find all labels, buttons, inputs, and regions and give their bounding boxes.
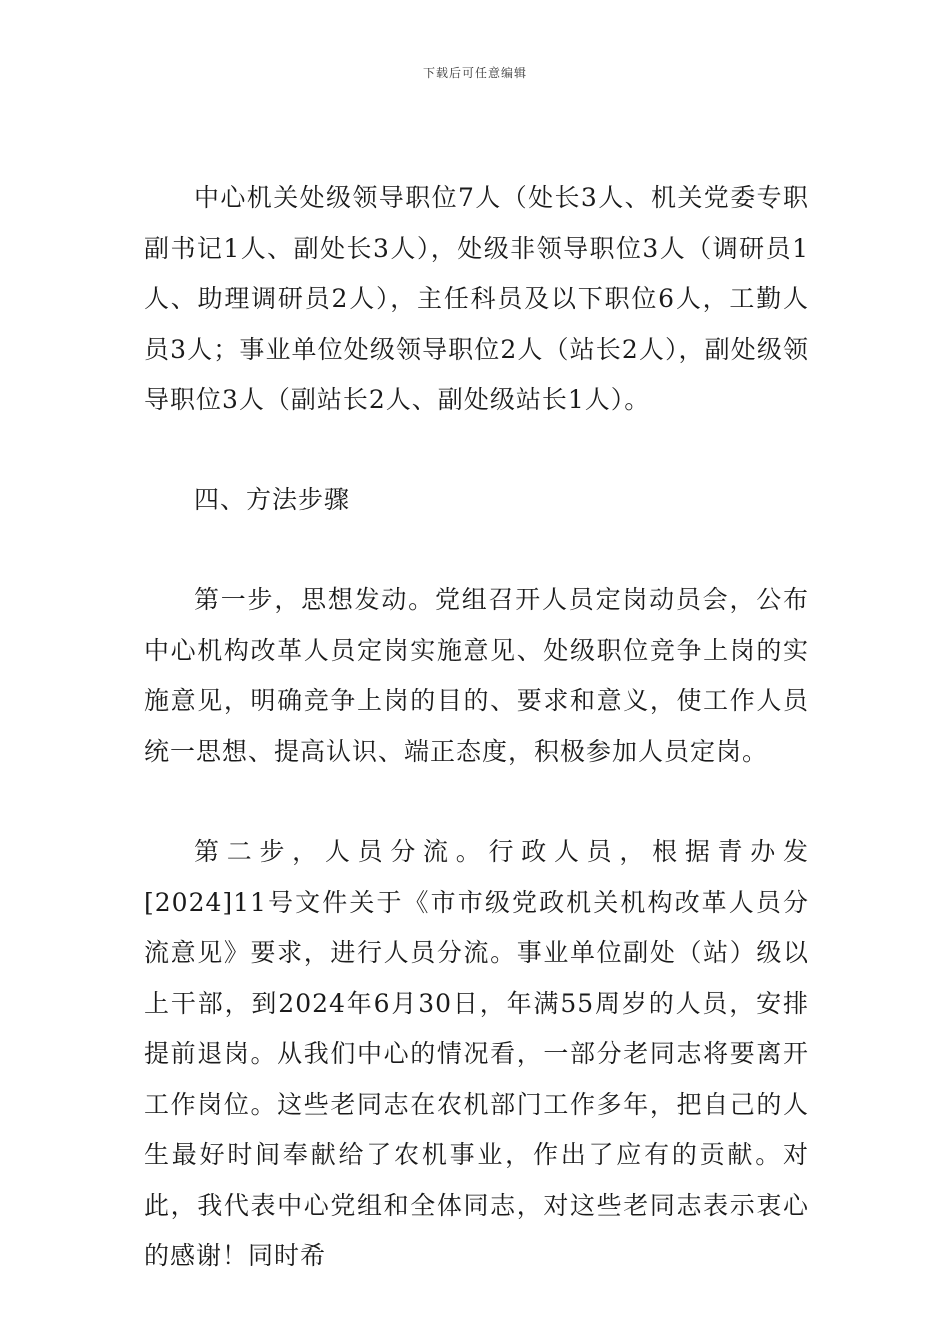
- paragraph-step-two: 第二步，人员分流。行政人员，根据青办发[2024]11号文件关于《市市级党政机关机构改革人员分流意见》要求，进行人员分流。事业单位副处（站）级以上干部，到2024年6月30日，年满55周岁的人员，安排提前退岗。从我们中心的情况看，一部分老同志将要离开工作岗位。这些老同志在农机部门工作多年，把自己的人生最好时间奉献给了农机事业，作出了应有的贡献。对此，我代表中心党组和全体同志，对这些老同志表示衷心的感谢！同时希: [144, 837, 809, 1270]
- paragraph-step-one: 第一步，思想发动。党组召开人员定岗动员会，公布中心机构改革人员定岗实施意见、处级职位竞争上岗的实施意见，明确竞争上岗的目的、要求和意义，使工作人员统一思想、提高认识、端正态度，积极参加人员定岗。: [144, 585, 809, 766]
- page-header-note: 下载后可任意编辑: [422, 66, 527, 80]
- section-heading-methods-steps: 四、方法步骤: [194, 485, 351, 514]
- paragraph-positions-summary: 中心机关处级领导职位7人（处长3人、机关党委专职副书记1人、副处长3人），处级非领导职位3人（调研员1人、助理调研员2人），主任科员及以下职位6人，工勤人员3人；事业单位处级领导职位2人（站长2人），副处级领导职位3人（副站长2人、副处级站长1人）。: [144, 183, 809, 414]
